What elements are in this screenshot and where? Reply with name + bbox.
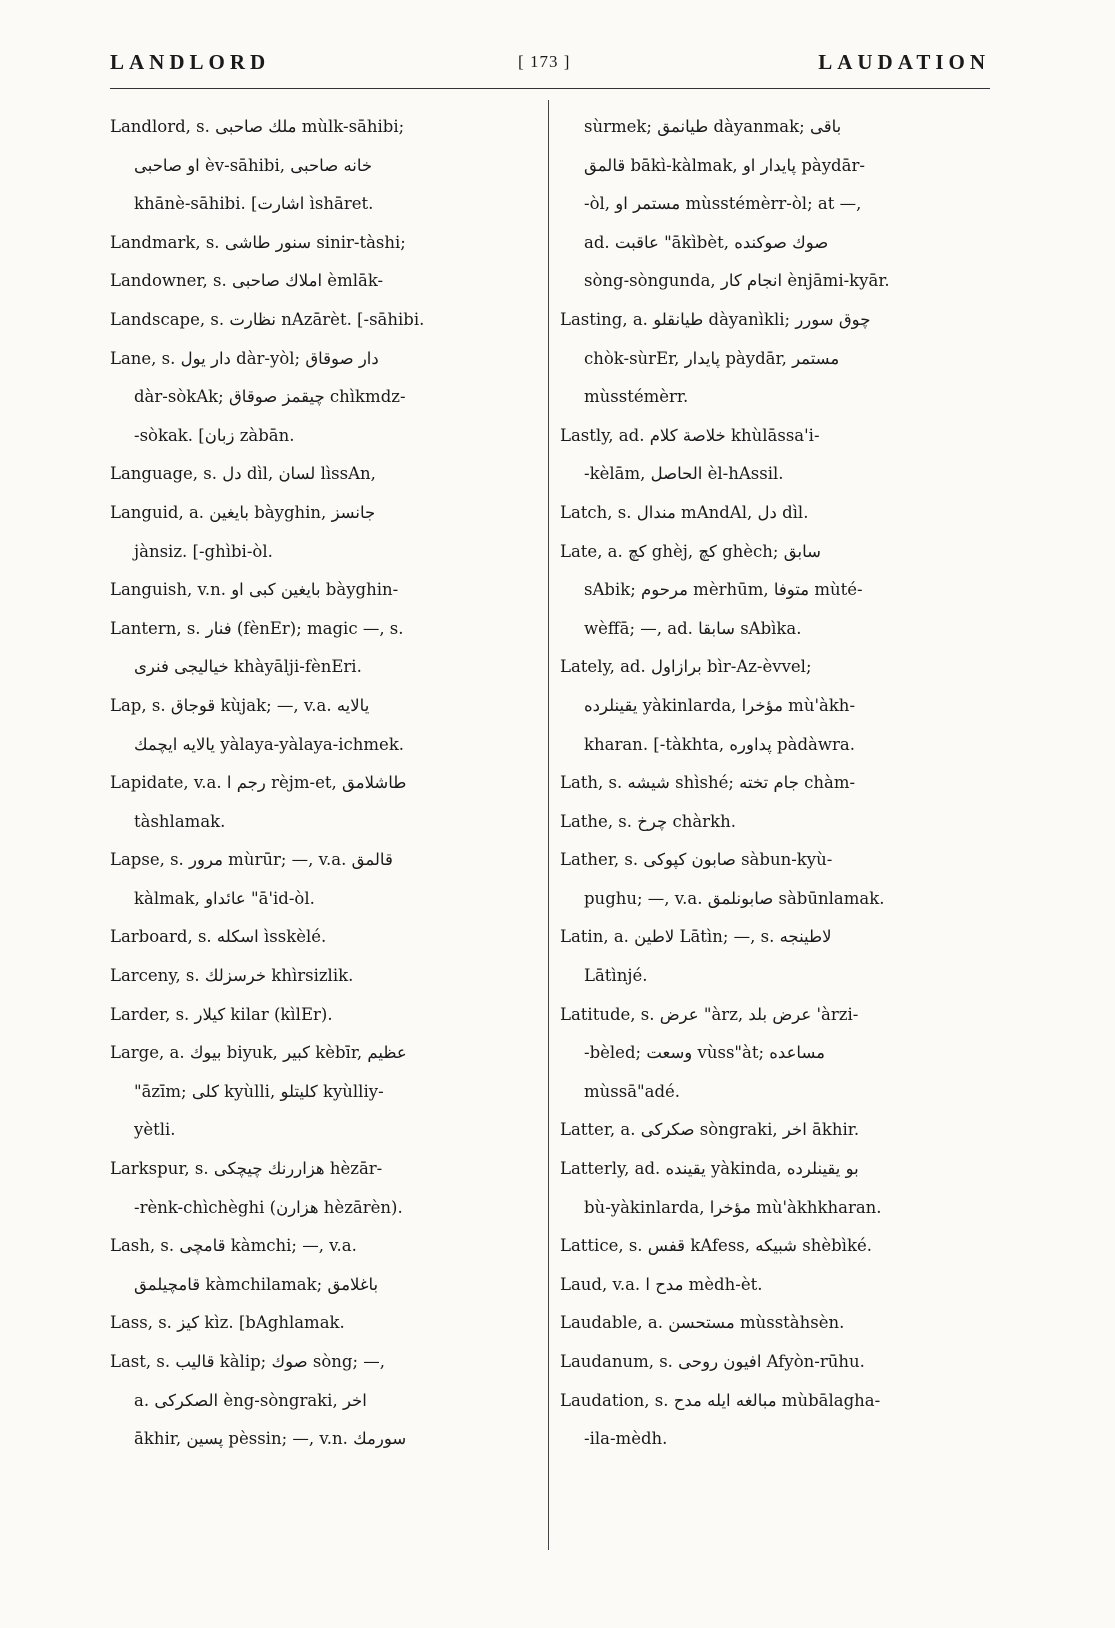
entry-line: pughu; —, v.a. صابونلمق sàbūnlamak.: [584, 888, 885, 908]
entry-line: Latter, a. صكركى sòngraki, اخر ākhir.: [560, 1120, 860, 1140]
column-divider: [548, 100, 549, 1550]
entry-line: "āzīm; كلى kyùlli, كليتلو kyùlliy-: [134, 1081, 384, 1101]
entry-line: -òl, مستمر او mùsstémèrr-òl; at —,: [584, 194, 862, 214]
entry-line: sòng-sòngunda, انجام كار ènjāmi-kyār.: [584, 271, 890, 291]
entry-line: bù-yàkinlarda, مؤخرا mù'àkhkharan.: [584, 1197, 882, 1217]
entry-line: Lately, ad. برازاول bìr-Az-èvvel;: [560, 657, 812, 677]
entry-line: khānè-sāhibi. [اشارت ìshāret.: [134, 194, 374, 214]
entry-line: يالايه ايچمك yàlaya-yàlaya-ichmek.: [134, 734, 405, 754]
entry-line: قالمق bākì-kàlmak, پايدار او pàydār-: [584, 155, 865, 175]
entry-line: Lantern, s. فنار (fènEr); magic —, s.: [110, 618, 404, 638]
entry-line: Larceny, s. خرسزلك khìrsizlik.: [110, 966, 354, 986]
entry-line: Laudation, s. مبالغه ايله مدح mùbālagha-: [560, 1390, 881, 1410]
entry-line: jànsiz. [-ghìbi-òl.: [134, 541, 273, 561]
entry-line: Lasting, a. طيانقلو dàyanìkli; چوق سورر: [560, 309, 871, 329]
entry-line: Lātìnjé.: [584, 966, 648, 986]
entry-line: dàr-sòkAk; چيقمز صوقاق chìkmdz-: [134, 387, 406, 407]
entry-line: Lane, s. دار يول dàr-yòl; دار صوقاق: [110, 348, 379, 368]
entry-line: Latch, s. مندال mAndAl, دل dìl.: [560, 502, 809, 522]
entry-line: قامچيلمق kàmchilamak; باغلامق: [134, 1274, 379, 1294]
entry-line: Lattice, s. قفس kAfess, شبيكه shèbìké.: [560, 1236, 872, 1256]
entry-line: ākhir, پسين pèssin; —, v.n. سورمك: [134, 1429, 407, 1449]
header-rule: [110, 88, 990, 89]
entry-line: yètli.: [134, 1120, 176, 1140]
entry-line: Last, s. قاليب kàlip; صوك sòng; —,: [110, 1352, 386, 1371]
entry-line: Lathe, s. چرخ chàrkh.: [560, 811, 736, 831]
entry-line: Lass, s. كيز kìz. [bAghlamak.: [110, 1313, 345, 1333]
entry-line: -bèled; وسعت vùss"àt; مساعده: [584, 1043, 826, 1063]
entry-line: -kèlām, الحاصل èl-hAssil.: [584, 464, 784, 484]
entry-line: Lath, s. شيشه shìshé; جام تخته chàm-: [560, 773, 856, 793]
entry-line: Lapse, s. مرور mùrūr; —, v.a. قالمق: [110, 850, 393, 870]
right-guide-word: LAUDATION: [818, 49, 990, 74]
entry-line: ad. عاقبت "ākìbèt, صوك صوكنده: [584, 232, 829, 252]
entry-line: -ila-mèdh.: [584, 1429, 668, 1449]
entry-line: Latterly, ad. يقينده yàkinda, بو يقينلرده: [560, 1159, 859, 1179]
entry-line: -rènk-chìchèghi (هزارن hèzārèn).: [134, 1197, 403, 1217]
entry-line: Larkspur, s. هزاررنك چيچكى hèzār-: [110, 1159, 383, 1179]
entry-line: Laudanum, s. افيون روحى Afyòn-rūhu.: [560, 1352, 865, 1371]
entry-line: Latin, a. لاطين Lātìn; —, s. لاطينجه: [560, 927, 832, 947]
entry-line: Lash, s. قامچى kàmchi; —, v.a.: [110, 1236, 357, 1256]
entry-line: Lap, s. قوجاق kùjak; —, v.a. يالايه: [110, 695, 370, 715]
entry-line: Landscape, s. نظارت nAzārèt. [-sāhibi.: [110, 309, 425, 329]
entry-line: mùssā"adé.: [584, 1081, 681, 1101]
entry-line: Latitude, s. عرض "àrz, عرض بلد 'àrzi-: [560, 1004, 859, 1024]
entry-line: Languish, v.n. بايغين كبى او bàyghin-: [110, 580, 399, 600]
entry-line: kàlmak, عائداو "ā'id-òl.: [134, 888, 315, 908]
entry-line: Landmark, s. سنور طاشى sinir-tàshi;: [110, 232, 406, 252]
entry-line: chòk-sùrEr, پايدار pàydār, مستمر: [584, 348, 840, 368]
entry-line: wèffā; —, ad. سابقا sAbìka.: [584, 618, 802, 638]
entry-line: -sòkak. [زبان zàbān.: [134, 425, 295, 445]
entry-line: Lastly, ad. خلاصة كلام khùlāssa'i-: [560, 425, 820, 445]
page-number: [ 173 ]: [518, 52, 571, 71]
running-header: [110, 42, 990, 82]
entry-line: Larder, s. كيلار kilar (kìlEr).: [110, 1004, 333, 1024]
entry-line: Large, a. بيوك biyuk, كبير kèbīr, عظيم: [110, 1043, 407, 1063]
entry-line: Language, s. دل dìl, لسان lìssAn,: [110, 464, 376, 484]
entry-line: Languid, a. بايغين bàyghin, جانسز: [110, 502, 376, 522]
entry-line: Larboard, s. اسكله ìsskèlé.: [110, 927, 327, 947]
entry-line: Laud, v.a. مدح ا mèdh-èt.: [560, 1274, 763, 1294]
right-column: [560, 108, 975, 1459]
entry-line: او صاحبى èv-sāhibi, خانه صاحبى: [134, 155, 373, 175]
entry-line: Landowner, s. املاك صاحبى èmlāk-: [110, 271, 384, 291]
entry-line: Laudable, a. مستحسن mùsstàhsèn.: [560, 1313, 845, 1333]
entry-line: mùsstémèrr.: [584, 387, 689, 407]
entry-line: sAbik; مرحوم mèrhūm, متوفا mùté-: [584, 580, 863, 600]
entry-line: خياليجى فنرى khàyālji-fènEri.: [134, 657, 362, 677]
left-guide-word: LANDLORD: [110, 49, 271, 74]
left-column: [110, 108, 525, 1459]
entry-line: يقينلرده yàkinlarda, مؤخرا mù'àkh-: [584, 695, 856, 715]
entry-line: sùrmek; طيانمق dàyanmak; باقى: [584, 117, 842, 136]
entry-line: Late, a. كچ ghèj, كچ ghèch; سابق: [560, 541, 821, 561]
entry-line: kharan. [-tàkhta, پداوره pàdàwra.: [584, 734, 855, 754]
entry-line: Lather, s. صابون كپوكى sàbun-kyù-: [560, 850, 833, 870]
entry-line: Lapidate, v.a. رجم ا rèjm-et, طاشلامق: [110, 773, 407, 793]
entry-line: Landlord, s. ملك صاحبى mùlk-sāhibi;: [110, 117, 405, 136]
entry-line: tàshlamak.: [134, 811, 226, 831]
entry-line: a. الصكركى èng-sòngraki, اخر: [134, 1390, 367, 1410]
